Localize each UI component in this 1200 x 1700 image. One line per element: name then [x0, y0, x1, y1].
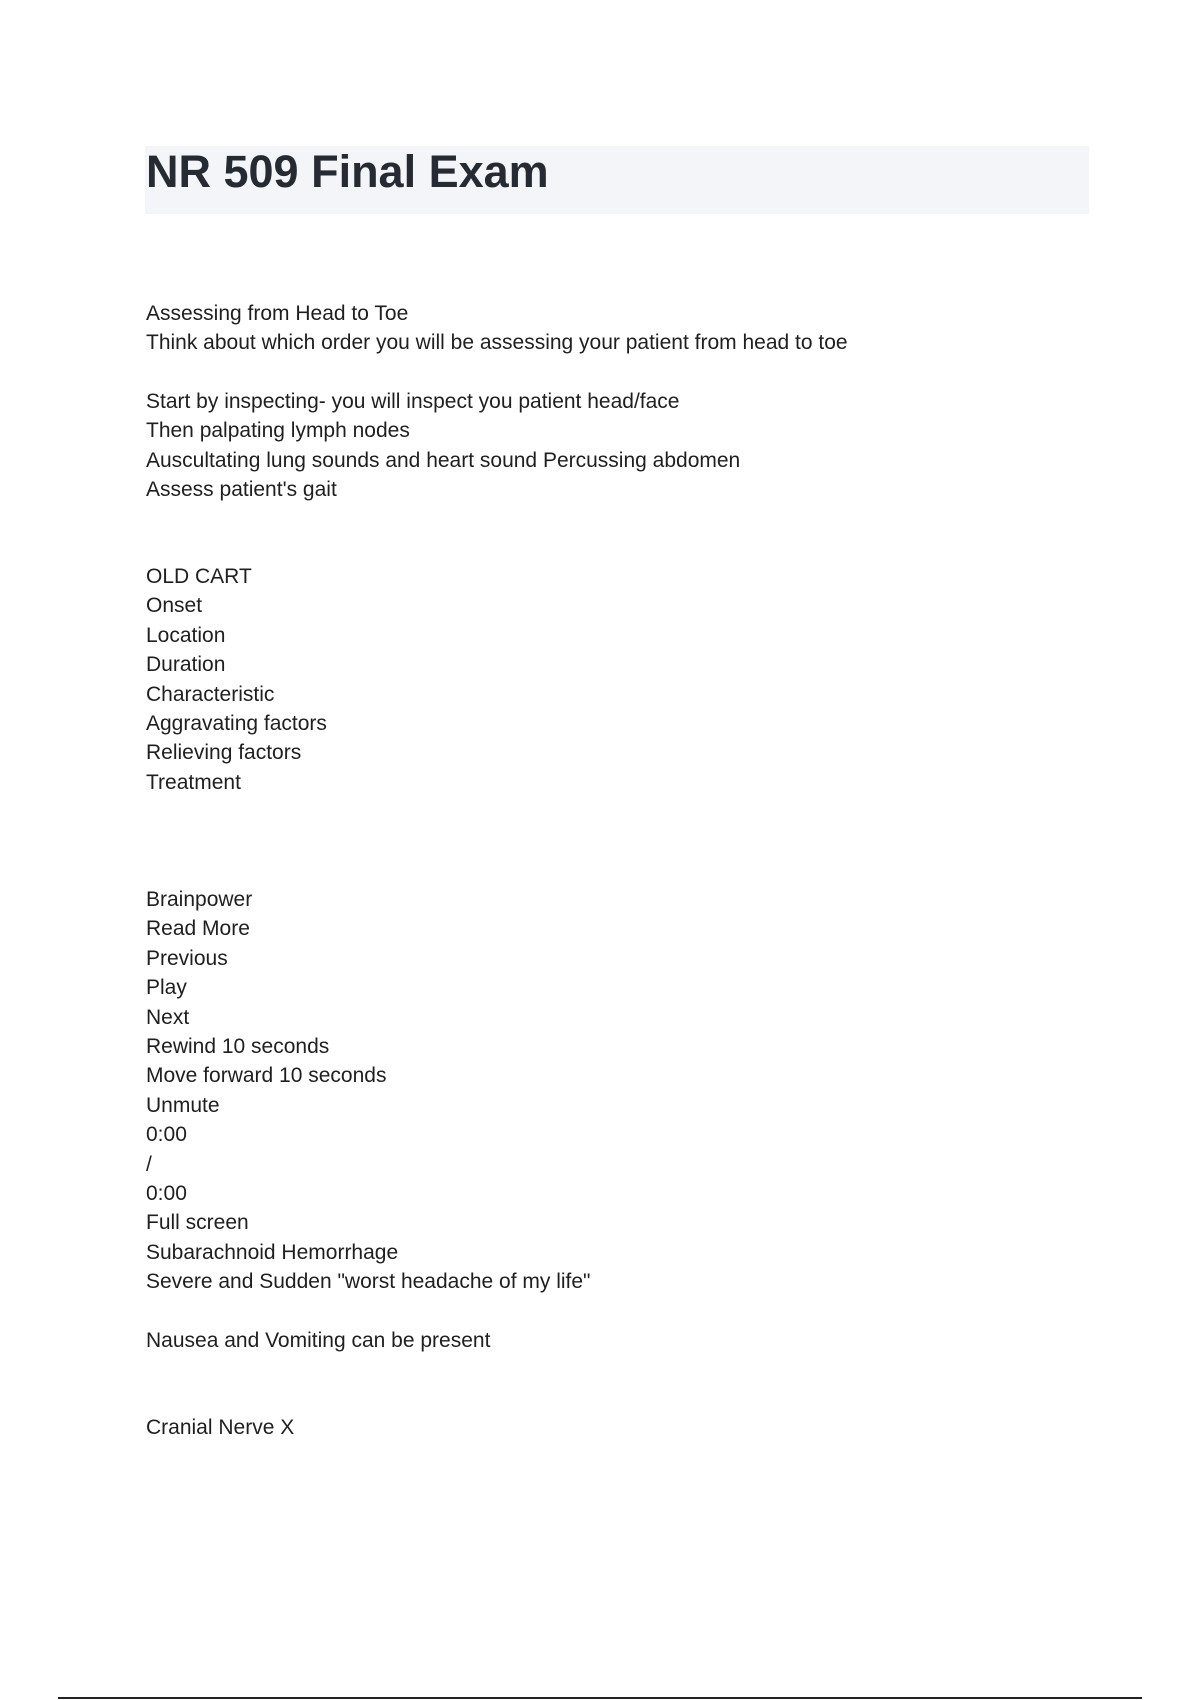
text-line: Think about which order you will be assessing your patient from head to toe [146, 331, 848, 355]
text-line: Subarachnoid Hemorrhage [146, 1240, 399, 1264]
text-line: OLD CART [146, 565, 252, 588]
media-player-text-and-notes [146, 885, 591, 1297]
assessment-steps [146, 387, 740, 505]
cranial-nerve-note [146, 1413, 294, 1442]
text-line: Duration [146, 653, 226, 677]
text-line: Cranial Nerve X [146, 1416, 295, 1439]
text-line: Treatment [146, 770, 241, 794]
text-line: Then palpating lymph nodes [146, 419, 410, 443]
text-line: Brainpower [146, 888, 253, 911]
head-to-toe-intro [146, 299, 848, 358]
text-line: Read More [146, 917, 250, 941]
text-line: Full screen [146, 1211, 249, 1235]
text-line: Unmute [146, 1093, 220, 1117]
text-line: Move forward 10 seconds [146, 1064, 387, 1088]
text-line: Assess patient's gait [146, 478, 337, 502]
text-line: Aggravating factors [146, 712, 327, 736]
text-line: 0:00 [146, 1123, 187, 1147]
text-line: Onset [146, 594, 203, 618]
text-line: Next [146, 1005, 190, 1029]
text-line: Severe and Sudden "worst headache of my life" [146, 1270, 591, 1294]
text-line: Relieving factors [146, 741, 302, 765]
text-line: Rewind 10 seconds [146, 1035, 330, 1059]
text-line: Start by inspecting- you will inspect you patient head/face [146, 390, 680, 413]
text-line: Previous [146, 946, 228, 970]
symptom-note [146, 1326, 490, 1355]
footer-rule [58, 1697, 1142, 1699]
text-line: / [146, 1152, 152, 1176]
text-line: Nausea and Vomiting can be present [146, 1329, 491, 1352]
text-line: Auscultating lung sounds and heart sound Percussing abdomen [146, 448, 741, 472]
text-line: Assessing from Head to Toe [146, 302, 409, 325]
old-cart-list [146, 562, 327, 797]
text-line: Play [146, 976, 187, 1000]
text-line: 0:00 [146, 1182, 187, 1206]
text-line: Characteristic [146, 682, 275, 706]
page-title: NR 509 Final Exam [146, 146, 549, 197]
text-line: Location [146, 623, 226, 647]
